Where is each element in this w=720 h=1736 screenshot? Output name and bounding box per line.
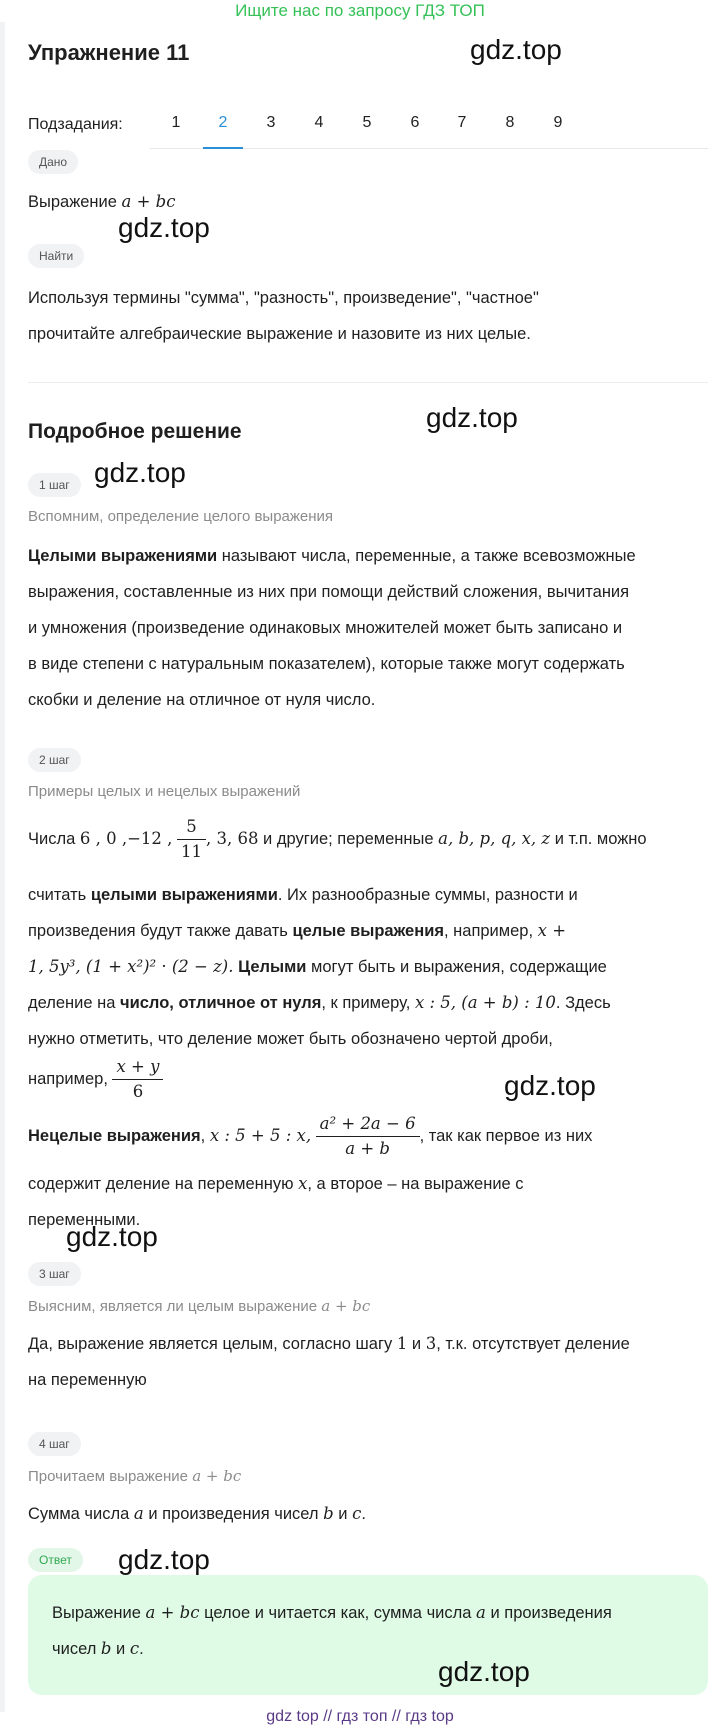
step-3-caption: Выясним, является ли целым выражение a + bc: [28, 1297, 371, 1315]
tab-7[interactable]: 7: [457, 114, 467, 131]
step-3-line-2: на переменную: [28, 1371, 147, 1389]
step-3-badge: 3 шаг: [28, 1262, 81, 1286]
answer-line-1: Выражение a + bc целое и читается как, сумма числа a и произведения: [52, 1603, 612, 1622]
step-2-line-7: например, $\frac{x + y}{6}$: [28, 1052, 708, 1106]
subtasks-bar: [28, 94, 708, 148]
fraction-xy-6: $\frac{x + y}{6}$: [112, 1055, 163, 1104]
step-2-line-4: 1, 5y³, (1 + x²)² · (2 − z). Целыми могут быть и выражения, содержащие: [28, 957, 607, 976]
step-1-caption: Вспомним, определение целого выражения: [28, 508, 334, 525]
tab-6[interactable]: 6: [410, 114, 420, 131]
step-2-line-1: Числа 6 , 0 ,−12 , $\frac{5}{11}$ , 3, 68 и другие; переменные a, b, p, q, x, z и т.п. можно: [28, 812, 708, 866]
tab-3[interactable]: 3: [266, 114, 276, 131]
step-2-line-6: нужно отметить, что деление может быть обозначено чертой дроби,: [28, 1030, 553, 1048]
step-3-line-1: Да, выражение является целым, согласно шагу 1 и 3, т.к. отсутствует деление: [28, 1334, 630, 1353]
tab-4[interactable]: 4: [314, 114, 324, 131]
step-4-caption: Прочитаем выражение a + bc: [28, 1467, 242, 1485]
given-expression: a + bc: [121, 192, 176, 211]
tab-5[interactable]: 5: [362, 114, 372, 131]
step-2-line-8: Нецелые выражения, x : 5 + 5 : x, $\frac{\text{a² + 2a − 6}}{a + b}$ , так как первое из них: [28, 1108, 708, 1164]
fraction-5-11: $\frac{5}{11}$: [177, 815, 206, 864]
step-1-line-1: Целыми выражениями называют числа, переменные, а также всевозможные: [28, 547, 636, 565]
step-1-badge: 1 шаг: [28, 473, 81, 497]
left-edge-bar: [0, 22, 5, 1712]
step-4-badge: 4 шаг: [28, 1432, 81, 1456]
answer-line-2: чисел b и c.: [52, 1639, 144, 1658]
watermark: gdz.top: [426, 402, 518, 433]
find-line-1: Используя термины "сумма", "разность", произведение", "частное": [28, 289, 539, 307]
step-1-line-4: в виде степени с натуральным показателем), которые также могут содержать: [28, 655, 625, 673]
step-2-line-3: произведения будут также давать целые выражения, например, x +: [28, 921, 567, 940]
step-2-line-5: деление на число, отличное от нуля, к примеру, x : 5, (a + b) : 10. Здесь: [28, 993, 611, 1012]
subtasks-label: Подзадания:: [28, 116, 123, 133]
subtask-tabs: [150, 94, 708, 149]
find-line-2: прочитайте алгебраические выражение и назовите из них целые.: [28, 325, 531, 343]
step-1-line-3: и умножения (произведение одинаковых множителей может быть записано и: [28, 619, 623, 637]
step-2-line-9: содержит деление на переменную x, а второе – на выражение с: [28, 1174, 524, 1193]
tab-8[interactable]: 8: [505, 114, 515, 131]
watermark: gdz.top: [504, 1070, 596, 1101]
watermark: gdz.top: [118, 1544, 210, 1575]
answer-box: [28, 1575, 708, 1695]
top-banner[interactable]: Ищите нас по запросу ГДЗ ТОП: [235, 1, 485, 20]
tab-1[interactable]: 1: [171, 114, 181, 131]
solution-title: Подробное решение: [28, 420, 242, 443]
page-title: Упражнение 11: [28, 40, 190, 65]
watermark: gdz.top: [118, 212, 210, 243]
given-badge: Дано: [28, 150, 78, 174]
footer-links[interactable]: gdz top // гдз топ // гдз top: [266, 1708, 454, 1725]
tab-2[interactable]: 2: [203, 114, 243, 149]
step-2-badge: 2 шаг: [28, 748, 81, 772]
step-1-line-5: скобки и деление на отличное от нуля число.: [28, 691, 376, 709]
given-text: Выражение a + bc: [28, 192, 176, 211]
step-4-text: Сумма числа a и произведения чисел b и c.: [28, 1504, 366, 1523]
answer-badge: Ответ: [28, 1548, 83, 1572]
step-1-line-2: выражения, составленные из них при помощи действий сложения, вычитания: [28, 583, 630, 601]
watermark: gdz.top: [438, 1656, 530, 1687]
watermark: gdz.top: [66, 1221, 158, 1252]
fraction-nonwhole: $\frac{\text{a² + 2a − 6}}{a + b}$: [316, 1112, 420, 1161]
tab-9[interactable]: 9: [553, 114, 563, 131]
watermark: gdz.top: [94, 457, 186, 488]
step-2-line-10: переменными.: [28, 1211, 141, 1229]
step-2-line-2: считать целыми выражениями. Их разнообразные суммы, разности и: [28, 886, 578, 904]
watermark: gdz.top: [470, 34, 562, 65]
step-2-caption: Примеры целых и нецелых выражений: [28, 783, 301, 800]
divider: [28, 382, 708, 383]
find-badge: Найти: [28, 244, 84, 268]
